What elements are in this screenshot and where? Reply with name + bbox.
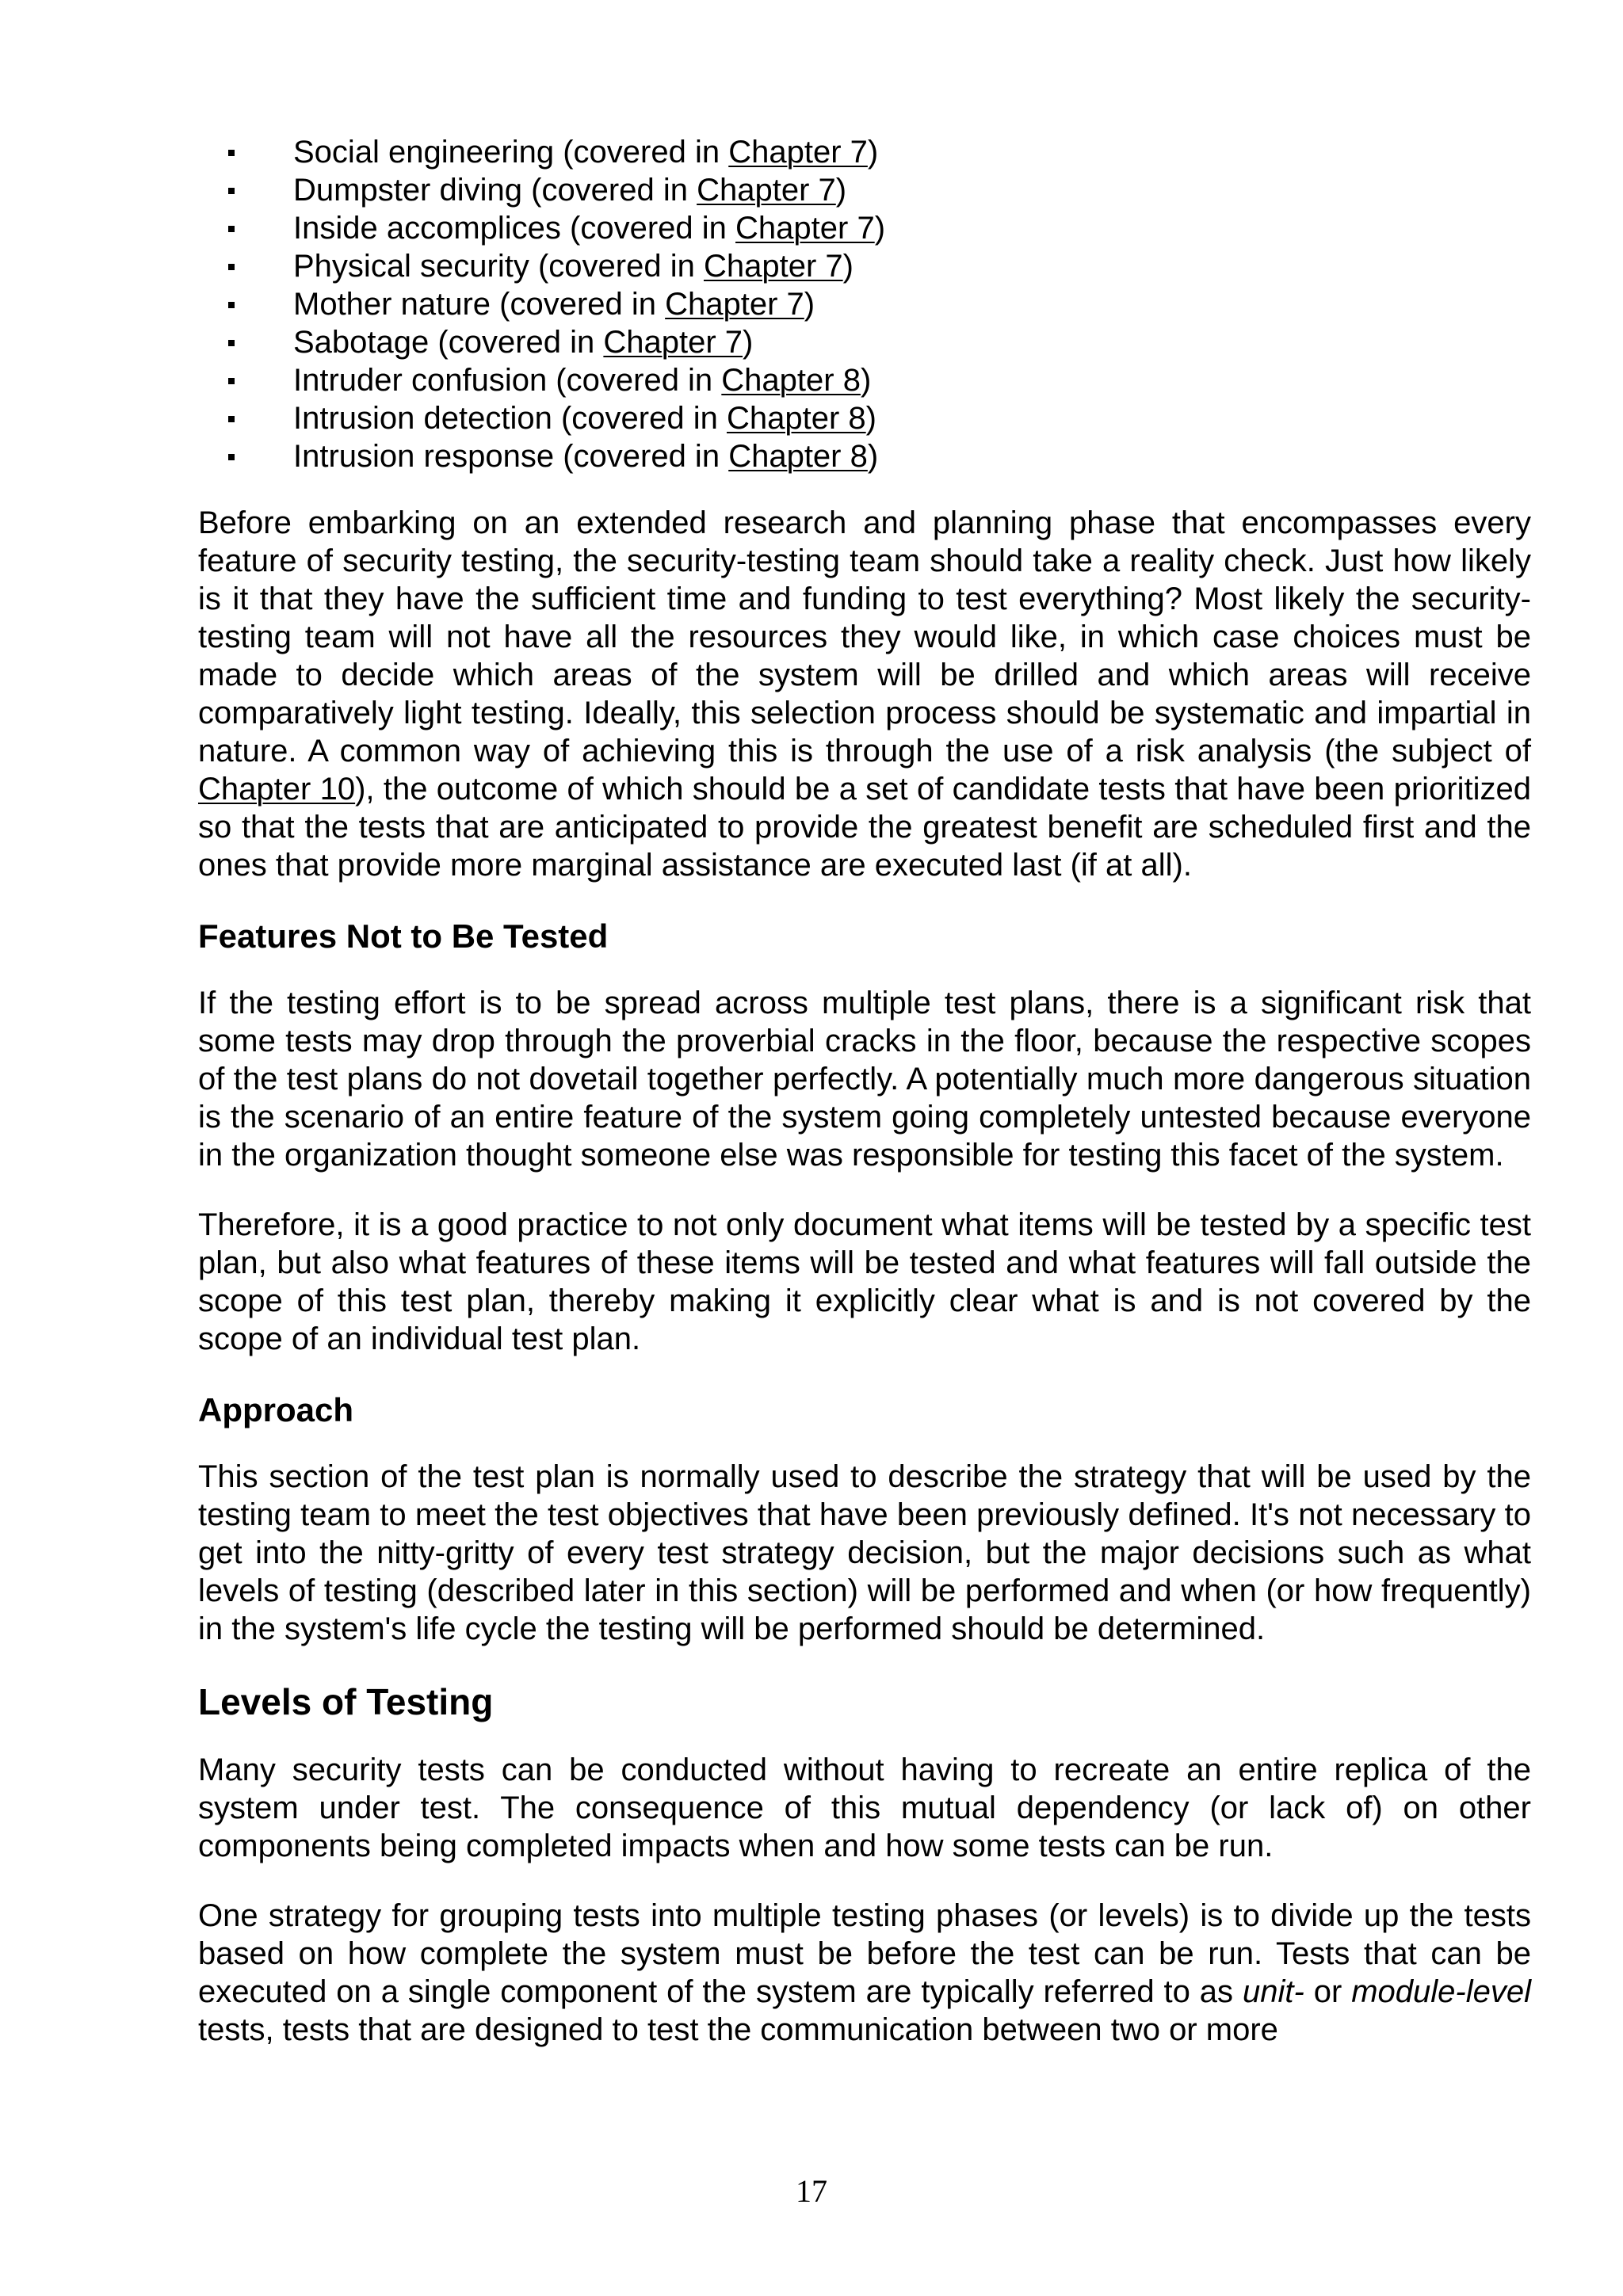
list-item: Inside accomplices (covered in Chapter 7) — [228, 209, 1531, 247]
list-item: Intrusion detection (covered in Chapter 8) — [228, 399, 1531, 437]
chapter-link[interactable]: Chapter 7 — [603, 325, 743, 360]
chapter-link[interactable]: Chapter 8 — [726, 401, 866, 436]
bullet-marker — [228, 188, 235, 194]
list-item: Social engineering (covered in Chapter 7) — [228, 133, 1531, 171]
bullet-marker — [228, 150, 235, 156]
bullet-marker — [228, 454, 235, 460]
bullet-marker — [228, 226, 235, 232]
paragraph-levels-1: Many security tests can be conducted without having to recreate an entire replica of the system under test. The consequence of this mutual dependency (or lack of) on other components being completed impacts when and how some tests can be run. — [198, 1753, 1531, 1863]
page-number: 17 — [796, 2173, 827, 2209]
paragraph-features-1: If the testing effort is to be spread across multiple test plans, there is a significant risk that some tests may drop through the proverbial cracks in the floor, because the respective scopes of the test plans do not dovetail together perfectly. A potentially much more dangerous situation is the scenario of an entire feature of the system going completely untested because everyone in the organization thought someone else was responsible for testing this facet of the system. — [198, 986, 1531, 1173]
list-item: Dumpster diving (covered in Chapter 7) — [228, 171, 1531, 209]
paragraph-approach: This section of the test plan is normally used to describe the strategy that will be used by the testing team to meet the test objectives that have been previously defined. It's not necessary to get into the nitty-gritty of every test strategy decision, but the major decisions such as what levels of testing (described later in this section) will be performed and when (or how frequently) in the system's life cycle the testing will be performed should be determined. — [198, 1459, 1531, 1646]
heading-features-not-tested: Features Not to Be Tested — [198, 917, 609, 955]
bullet-marker — [228, 340, 235, 346]
paragraph-features-2: Therefore, it is a good practice to not only document what items will be tested by a specific test plan, but also what features of these items will be tested and what features will fall outside the scope of this test plan, thereby making it explicitly clear what is and is not covered by the scope of an individual test plan. — [198, 1207, 1531, 1356]
chapter-link[interactable]: Chapter 8 — [728, 439, 868, 474]
list-item: Physical security (covered in Chapter 7) — [228, 247, 1531, 285]
chapter-link[interactable]: Chapter 7 — [703, 249, 843, 284]
chapter-link[interactable]: Chapter 10 — [198, 772, 356, 807]
chapter-link[interactable]: Chapter 8 — [721, 363, 861, 398]
chapter-link[interactable]: Chapter 7 — [665, 287, 804, 322]
bullet-marker — [228, 302, 235, 308]
chapter-link[interactable]: Chapter 7 — [697, 173, 836, 208]
chapter-link[interactable]: Chapter 7 — [735, 211, 875, 246]
list-item: Mother nature (covered in Chapter 7) — [228, 285, 1531, 323]
bullet-marker — [228, 378, 235, 384]
list-item: Intrusion response (covered in Chapter 8) — [228, 437, 1531, 475]
heading-approach: Approach — [198, 1391, 354, 1428]
paragraph-levels-2: One strategy for grouping tests into multiple testing phases (or levels) is to divide up the tests based on how complete the system must be before the test can be run. Tests that can be executed on a single component of the system are typically referred to as unit- or module-level tests, tests that are designed to test the communication between two or more — [198, 1898, 1531, 2047]
bullet-marker — [228, 416, 235, 422]
paragraph-risk-analysis: Before embarking on an extended research and planning phase that encompasses every feature of security testing, the security-testing team should take a reality check. Just how likely is it that they have the sufficient time and funding to test everything? Most likely the security-testing team will not have all the resources they would like, in which case choices must be made to decide which areas of the system will be drilled and which areas will receive comparatively light testing. Ideally, this selection process should be systematic and impartial in nature. A common way of achieving this is through the use of a risk analysis (the subject of Chapter 10), the outcome of which should be a set of candidate tests that have been prioritized so that the tests that are anticipated to provide the greatest benefit are scheduled first and the ones that provide more marginal assistance are executed last (if at all). — [198, 505, 1531, 883]
heading-levels-of-testing: Levels of Testing — [198, 1681, 494, 1722]
chapter-link[interactable]: Chapter 7 — [728, 135, 868, 170]
coverage-bullet-list — [198, 133, 1531, 475]
bullet-marker — [228, 264, 235, 270]
list-item: Sabotage (covered in Chapter 7) — [228, 323, 1531, 361]
list-item: Intruder confusion (covered in Chapter 8) — [228, 361, 1531, 399]
document-page — [198, 133, 1531, 2049]
